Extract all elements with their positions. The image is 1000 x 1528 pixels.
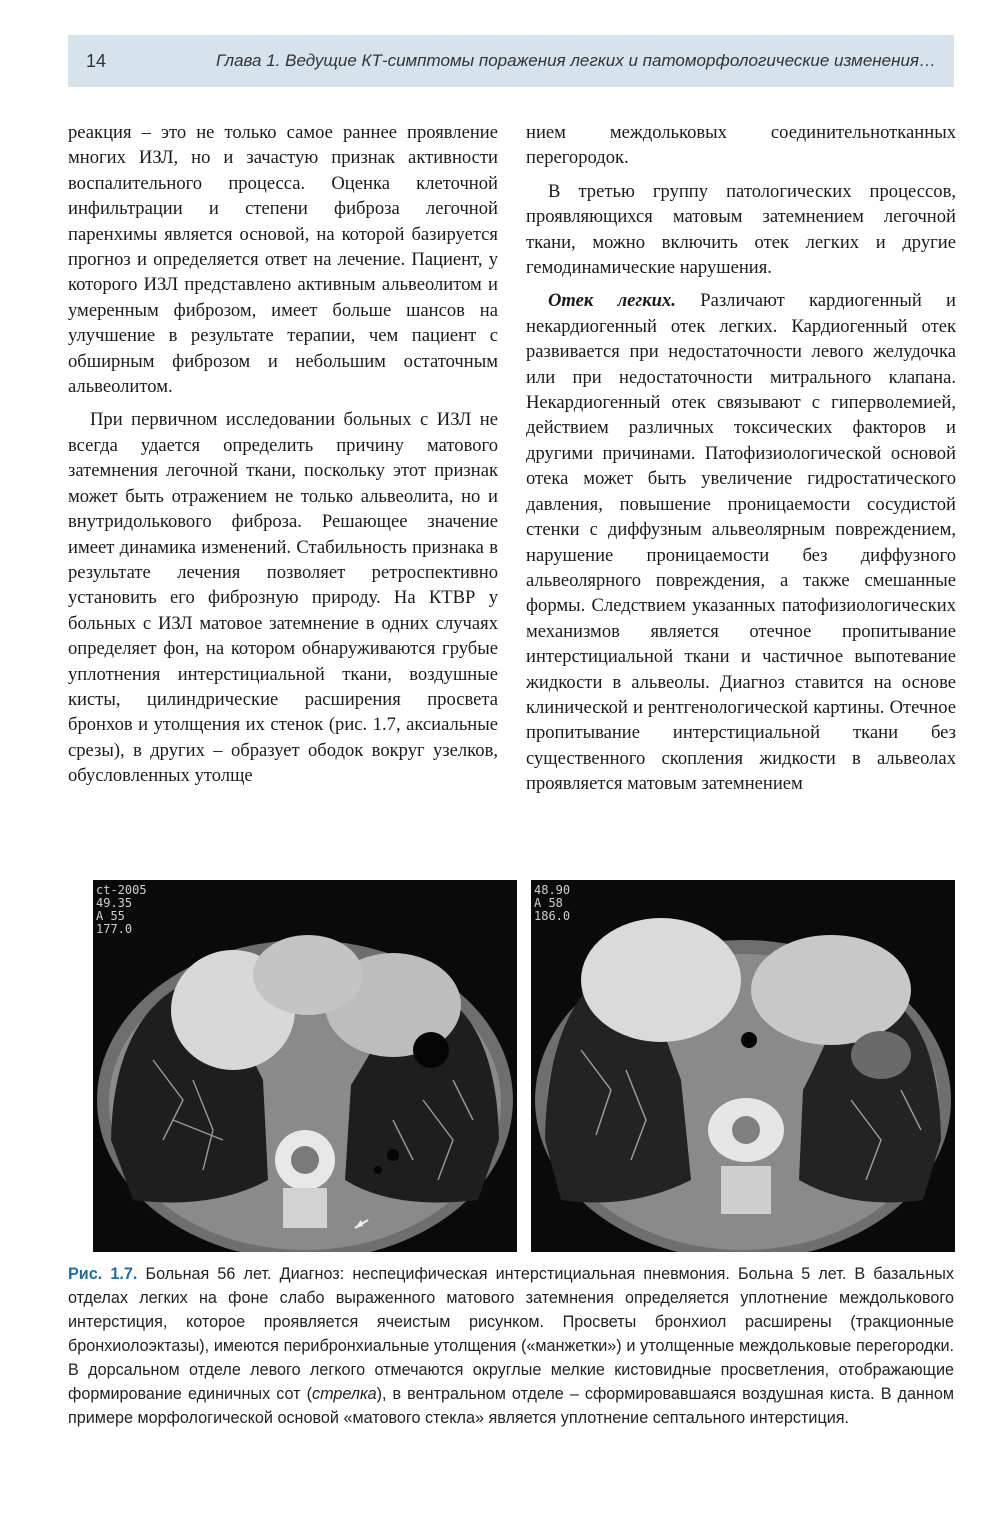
paragraph xyxy=(526,288,956,796)
paragraph-text: Различают кардиогенный и некардиогенный отек легких. Кардиогенный отек развивается при недостаточности левого желудочка или при недостаточности митрального клапана. Некардиогенный отек связывают с гиперволемией, действием различных токсических факторов и другими причинами. Патофизиологической основой отека может быть увеличение гидростатического давления, повышение проницаемости сосудистой стенки с диффузным альвеолярным повреждением, нарушение проницаемости без диффузного альвеолярного повреждения, а также смешанные формы. Следствием указанных патофизиологических механизмов является отечное пропитывание интерстициальной ткани и частичное выпотевание жидкости в альвеолы. Диагноз ставится на основе клинической и рентгенологической картины. Отечное пропитывание интерстициальной ткани без существенного скопления жидкости в альвеолах проявляется матовым затемнением xyxy=(526,290,957,795)
caption-text: Больная 56 лет. Диагноз: неспецифическая интерстициальная пневмония. Больна 5 лет. В базальных отделах легких на фоне слабо выраженного матового затемнения определяется уплотнение междолькового интерстиция, которое проявляется ячеистым рисунком. Просветы бронхиол расширены (тракционные бронхиолоэктазы), имеются перибронхиальные утолщения («манжетки») и утолщенные междольковые перегородки. В дорсальном отделе левого легкого отмечаются округлые мелкие кистовидные просветления, отображающие формирование единичных сот ( xyxy=(68,1265,955,1403)
caption-text-end: ), в вентральном отделе – сформировавшаяся воздушная киста. В данном примере морфологической основой «матового стекла» является уплотнение септального интерстиция. xyxy=(68,1385,954,1427)
paragraph: В третью группу патологических процессов, проявляющихся матовым затемнением легочной ткани, можно включить отек легких и другие гемодинамические нарушения. xyxy=(526,180,956,279)
chapter-title: Глава 1. Ведущие КТ-симптомы поражения легких и патоморфологические изменения… xyxy=(215,51,936,70)
scan-overlay-text: ct-2005 49.35 A 55 177.0 xyxy=(96,883,147,936)
paragraph: нием междольковых соединительнотканных перегородок. xyxy=(526,122,956,169)
ct-scan-right xyxy=(531,880,955,1252)
ct-scan-left xyxy=(93,880,517,1252)
scan-overlay-text: 48.90 A 58 186.0 xyxy=(534,883,571,923)
figure-1-7 xyxy=(93,880,955,1252)
right-column xyxy=(526,120,956,805)
ct-image-right xyxy=(531,880,955,1252)
left-column xyxy=(68,120,498,797)
paragraph: При первичном исследовании больных с ИЗЛ не всегда удается определить причину матового затемнения легочной ткани, поскольку этот признак может быть отражением не только альвеолита, но и внутридолькового фиброза. Решающее значение имеет динамика изменений. Стабильность признака в результате лечения позволяет ретроспективно установить его фиброзную природу. На КТВР у больных с ИЗЛ матовое затемнение в одних случаях определяет фон, на котором обнаруживаются грубые уплотнения интерстициальной ткани, воздушные кисты, цилиндрические расширения просвета бронхов и утолщения их стенок (рис. 1.7, аксиальные срезы), в других – образует ободок вокруг узелков, обусловленных утолще xyxy=(68,409,498,787)
ct-image-left xyxy=(93,880,517,1252)
caption-italic: стрелка xyxy=(311,1385,377,1403)
page-number: 14 xyxy=(86,50,107,71)
run-in-heading: Отек легких. xyxy=(548,290,676,312)
figure-caption xyxy=(68,1262,954,1430)
paragraph: реакция – это не только самое раннее проявление многих ИЗЛ, но и зачастую признак активности воспалительного процесса. Оценка клеточной инфильтрации и степени фиброза легочной паренхимы является основой, на которой базируется прогноз и определяется ответ на лечение. Пациент, у которого ИЗЛ представлено активным альвеолитом и умеренным фиброзом, имеет больше шансов на улучшение в результате терапии, чем пациент с обширным фиброзом и небольшим остаточным альвеолитом. xyxy=(68,122,498,398)
page-header xyxy=(68,35,954,87)
caption-label: Рис. 1.7. xyxy=(68,1265,138,1283)
